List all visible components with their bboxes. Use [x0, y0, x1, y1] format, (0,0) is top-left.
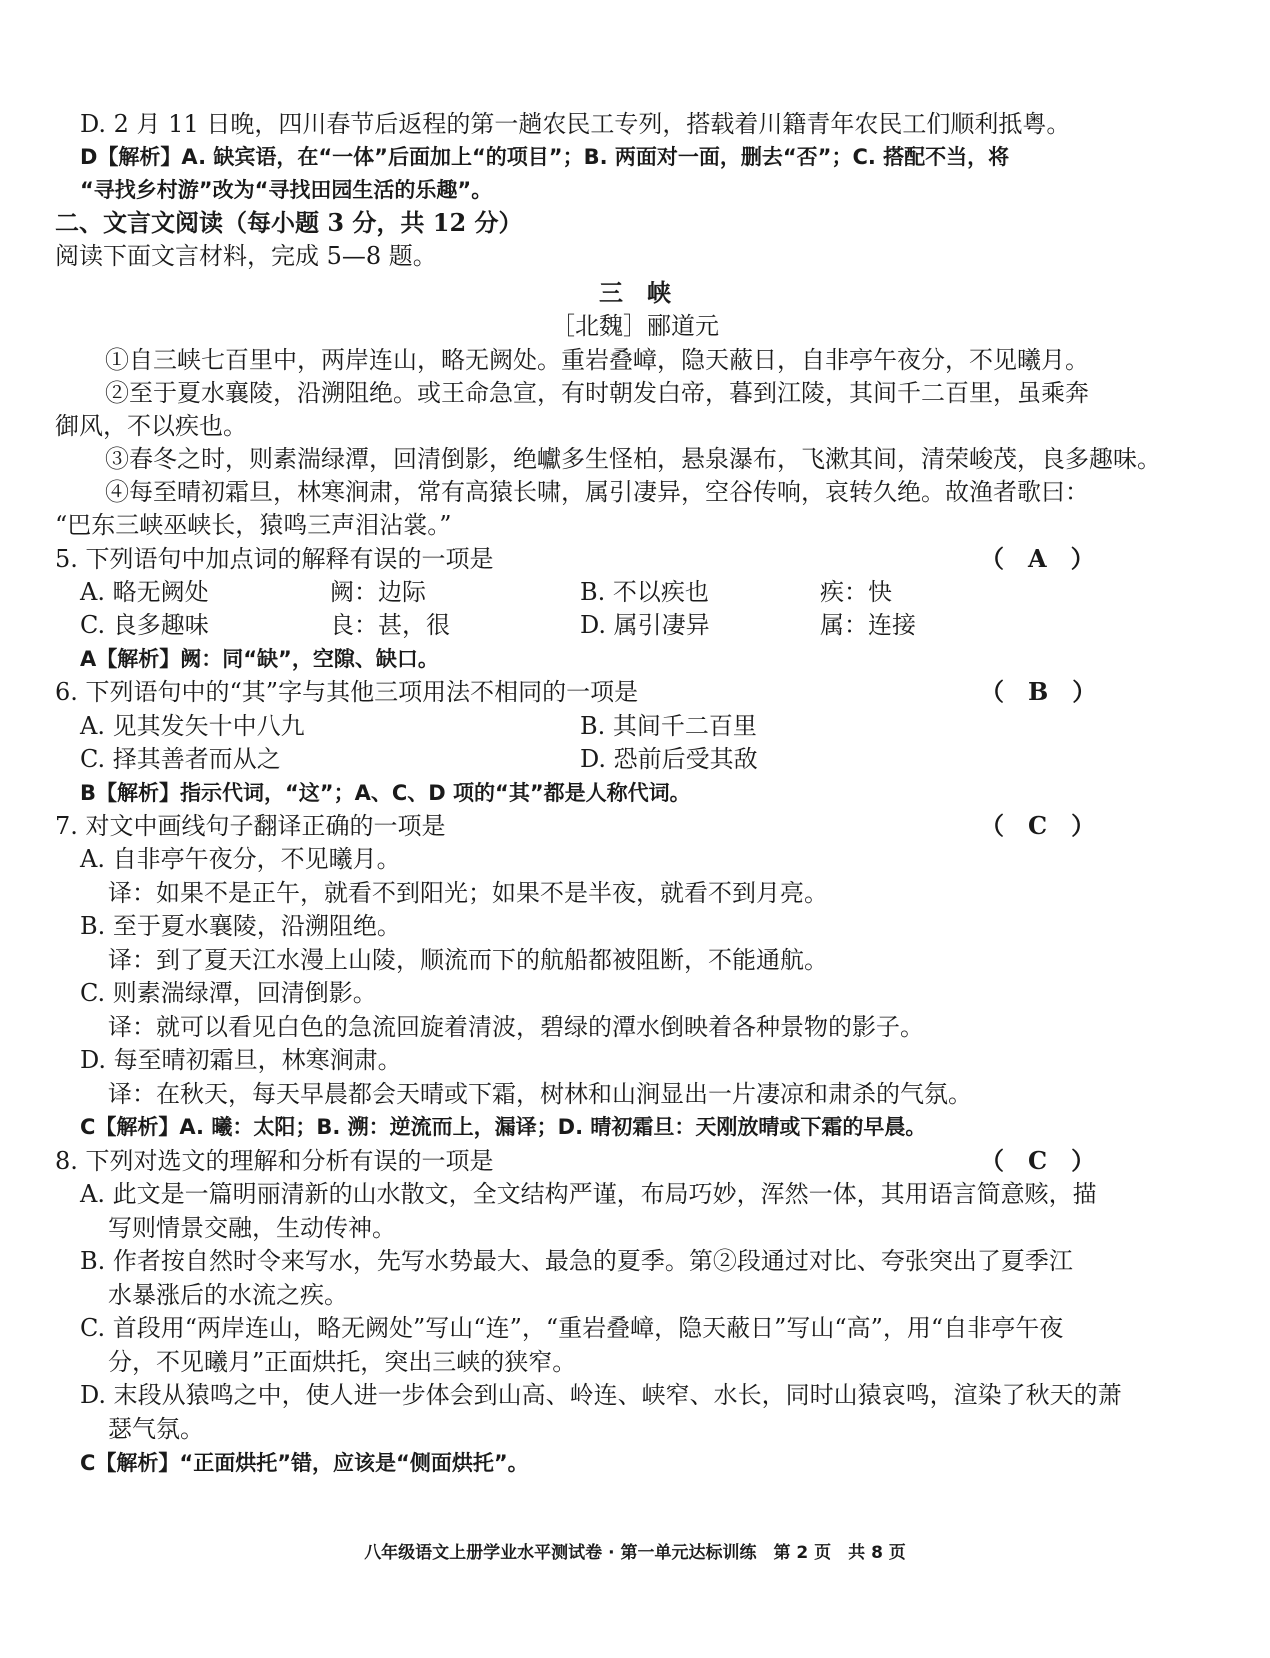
q5-option-b-gloss: 疾：快 — [820, 578, 892, 606]
passage-author: ［北魏］郦道元 — [551, 312, 719, 340]
answer-5: （ A ） — [980, 544, 1095, 573]
q5-option-b: B. 不以疾也 — [580, 578, 709, 606]
passage-paragraph-2-cont: 御风，不以疾也。 — [55, 412, 247, 440]
q7-option-d-translation: 译：在秋天，每天早晨都会天晴或下霜，树林和山涧显出一片凄凉和肃杀的气氛。 — [108, 1080, 972, 1108]
q7-option-b-translation: 译：到了夏天江水漫上山陵，顺流而下的航船都被阻断，不能通航。 — [108, 946, 828, 974]
question-7: 7. 对文中画线句子翻译正确的一项是 — [55, 812, 446, 840]
instruction-text: 阅读下面文言材料，完成 5—8 题。 — [55, 242, 437, 270]
q5-option-c-gloss: 良：甚，很 — [330, 611, 450, 639]
q5-option-a: A. 略无阙处 — [80, 578, 209, 606]
passage-paragraph-3: ③春冬之时，则素湍绿潭，回清倒影，绝巘多生怪柏，悬泉瀑布，飞漱其间，清荣峻茂，良多趣味。 — [105, 445, 1161, 473]
q8-option-a-cont: 写则情景交融，生动传神。 — [108, 1214, 396, 1242]
q5-option-d: D. 属引凄异 — [580, 611, 710, 639]
q6-option-a: A. 见其发矢十中八九 — [80, 712, 305, 740]
passage-paragraph-1: ①自三峡七百里中，两岸连山，略无阙处。重岩叠嶂，隐天蔽日，自非亭午夜分，不见曦月。 — [105, 346, 1089, 374]
q7-option-b: B. 至于夏水襄陵，沿溯阻绝。 — [80, 912, 401, 940]
q8-option-b: B. 作者按自然时令来写水，先写水势最大、最急的夏季。第②段通过对比、夸张突出了夏季江 — [80, 1247, 1073, 1275]
q7-option-a: A. 自非亭午夜分，不见曦月。 — [80, 845, 401, 873]
question-8: 8. 下列对选文的理解和分析有误的一项是 — [55, 1147, 494, 1175]
answer-6: （ B ） — [980, 677, 1097, 706]
passage-paragraph-4-cont: “巴东三峡巫峡长，猿鸣三声泪沾裳。” — [55, 511, 452, 539]
section-heading: 二、文言文阅读（每小题 3 分，共 12 分） — [55, 208, 523, 237]
q5-option-a-gloss: 阙：边际 — [330, 578, 426, 606]
q8-option-c-cont: 分，不见曦月”正面烘托，突出三峡的狭窄。 — [108, 1348, 577, 1376]
answer-8: （ C ） — [980, 1146, 1096, 1175]
q7-option-c: C. 则素湍绿潭，回清倒影。 — [80, 979, 377, 1007]
q8-option-b-cont: 水暴涨后的水流之疾。 — [108, 1281, 348, 1309]
q5-analysis: A【解析】阙：同“缺”，空隙、缺口。 — [80, 647, 439, 671]
q8-option-d-cont: 瑟气氛。 — [108, 1415, 204, 1443]
q8-option-a: A. 此文是一篇明丽清新的山水散文，全文结构严谨，布局巧妙，浑然一体，其用语言简意赅，描 — [80, 1180, 1097, 1208]
analysis-text: D【解析】A. 缺宾语，在“一体”后面加上“的项目”；B. 两面对一面，删去“否”；C. 搭配不当，将 — [80, 145, 1010, 169]
q5-option-c: C. 良多趣味 — [80, 611, 209, 639]
question-5: 5. 下列语句中加点词的解释有误的一项是 — [55, 545, 494, 573]
passage-paragraph-4: ④每至晴初霜旦，林寒涧肃，常有高猿长啸，属引凄异，空谷传响，哀转久绝。故渔者歌曰： — [105, 478, 1089, 506]
q7-option-a-translation: 译：如果不是正午，就看不到阳光；如果不是半夜，就看不到月亮。 — [108, 879, 828, 907]
question-6: 6. 下列语句中的“其”字与其他三项用法不相同的一项是 — [55, 678, 639, 706]
q6-option-d: D. 恐前后受其敌 — [580, 745, 758, 773]
q7-option-d: D. 每至晴初霜旦，林寒涧肃。 — [80, 1046, 402, 1074]
passage-title: 三 峡 — [599, 278, 671, 307]
option-d-text: D. 2 月 11 日晚，四川春节后返程的第一趟农民工专列，搭载着川籍青年农民工们顺利抵粤。 — [80, 110, 1071, 138]
q7-analysis: C【解析】A. 曦：太阳；B. 溯：逆流而上，漏译；D. 晴初霜旦：天刚放晴或下霜的早晨。 — [80, 1115, 927, 1139]
page-footer: 八年级语文上册学业水平测试卷 · 第一单元达标训练 第 2 页 共 8 页 — [364, 1543, 906, 1563]
answer-7: （ C ） — [980, 811, 1096, 840]
q6-analysis: B【解析】指示代词，“这”；A、C、D 项的“其”都是人称代词。 — [80, 781, 691, 805]
q8-option-c: C. 首段用“两岸连山，略无阙处”写山“连”，“重岩叠嶂，隐天蔽日”写山“高”，用“自非亭午夜 — [80, 1314, 1064, 1342]
analysis-text: “寻找乡村游”改为“寻找田园生活的乐趣”。 — [80, 178, 493, 202]
q8-analysis: C【解析】“正面烘托”错，应该是“侧面烘托”。 — [80, 1451, 529, 1475]
q6-option-b: B. 其间千二百里 — [580, 712, 757, 740]
passage-paragraph-2: ②至于夏水襄陵，沿溯阻绝。或王命急宣，有时朝发白帝，暮到江陵，其间千二百里，虽乘奔 — [105, 379, 1089, 407]
q6-option-c: C. 择其善者而从之 — [80, 745, 281, 773]
q8-option-d: D. 末段从猿鸣之中，使人进一步体会到山高、岭连、峡窄、水长，同时山猿哀鸣，渲染了秋天的萧 — [80, 1381, 1122, 1409]
q7-option-c-translation: 译：就可以看见白色的急流回旋着清波，碧绿的潭水倒映着各种景物的影子。 — [108, 1013, 924, 1041]
q5-option-d-gloss: 属：连接 — [820, 611, 916, 639]
